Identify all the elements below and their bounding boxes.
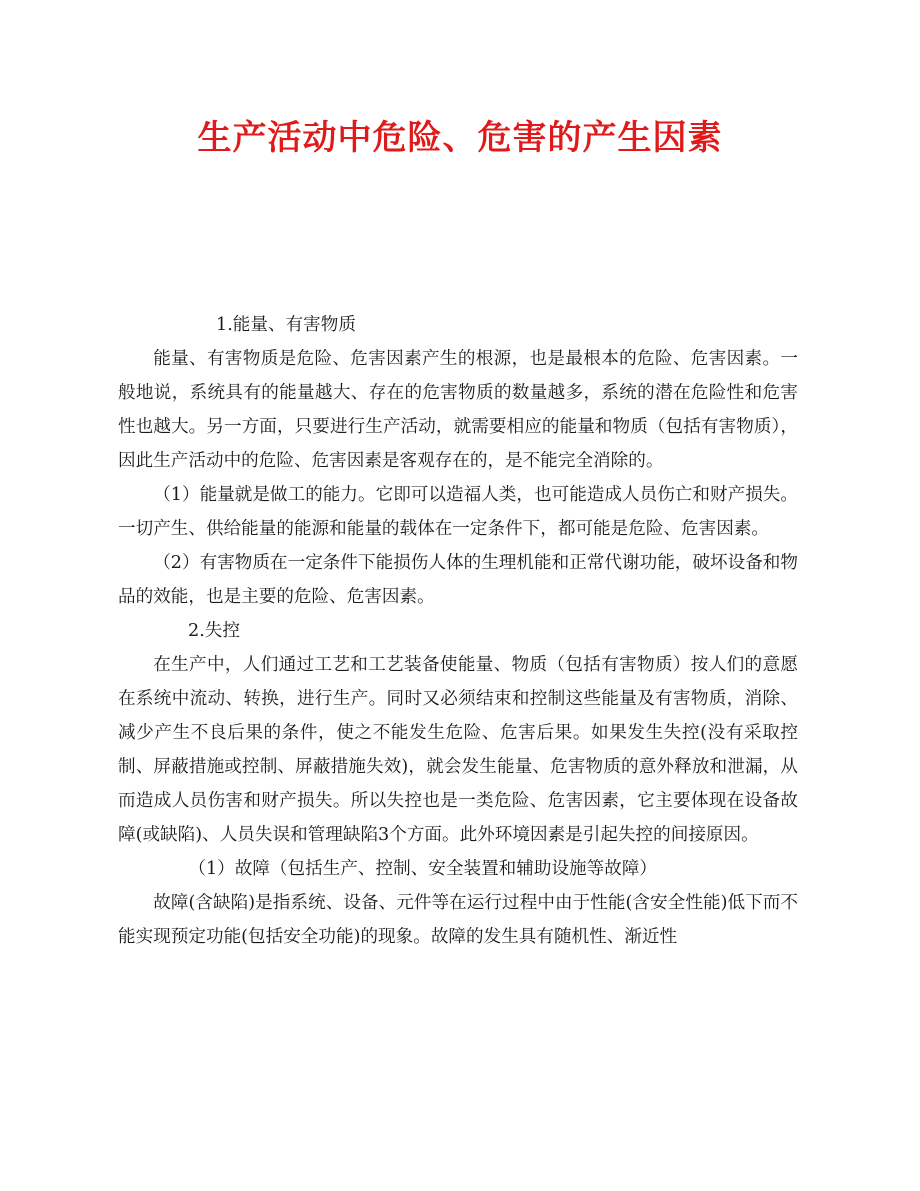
section-heading-loss-of-control: 2.失控 xyxy=(188,621,240,641)
paragraph-energy-item-2: （2）有害物质在一定条件下能损伤人体的生理机能和正常代谢功能，破坏设备和物品的效能，也是主要的危险、危害因素。 xyxy=(118,553,798,607)
paragraph-loss-of-control-intro: 在生产中，人们通过工艺和工艺装备使能量、物质（包括有害物质）按人们的意愿在系统中流动、转换，进行生产。同时又必须结束和控制这些能量及有害物质，消除、减少产生不良后果的条件，使之不能发生危险、危害后果。如果发生失控(没有采取控制、屏蔽措施或控制、屏蔽措施失效)，就会发生能量、危害物质的意外释放和泄漏，从而造成人员伤害和财产损失。所以失控也是一类危险、危害因素，它主要体现在设备故障(或缺陷)、人员失误和管理缺陷3个方面。此外环境因素是引起失控的间接原因。 xyxy=(118,655,798,845)
subheading-fault: （1）故障（包括生产、控制、安全装置和辅助设施等故障） xyxy=(188,859,658,879)
paragraph-energy-intro: 能量、有害物质是危险、危害因素产生的根源，也是最根本的危险、危害因素。一般地说，系统具有的能量越大、存在的危害物质的数量越多，系统的潜在危险性和危害性也越大。另一方面，只要进行生产活动，就需要相应的能量和物质（包括有害物质），因此生产活动中的危险、危害因素是客观存在的，是不能完全消除的。 xyxy=(118,349,798,471)
paragraph-fault-definition: 故障(含缺陷)是指系统、设备、元件等在运行过程中由于性能(含安全性能)低下而不能实现预定功能(包括安全功能)的现象。故障的发生具有随机性、渐近性 xyxy=(118,893,798,947)
document-body xyxy=(118,308,798,954)
section-heading-energy: 1.能量、有害物质 xyxy=(216,315,356,335)
document-title: 生产活动中危险、危害的产生因素 xyxy=(197,118,723,158)
paragraph-energy-item-1: （1）能量就是做工的能力。它即可以造福人类，也可能造成人员伤亡和财产损失。一切产生、供给能量的能源和能量的载体在一定条件下，都可能是危险、危害因素。 xyxy=(118,485,798,539)
